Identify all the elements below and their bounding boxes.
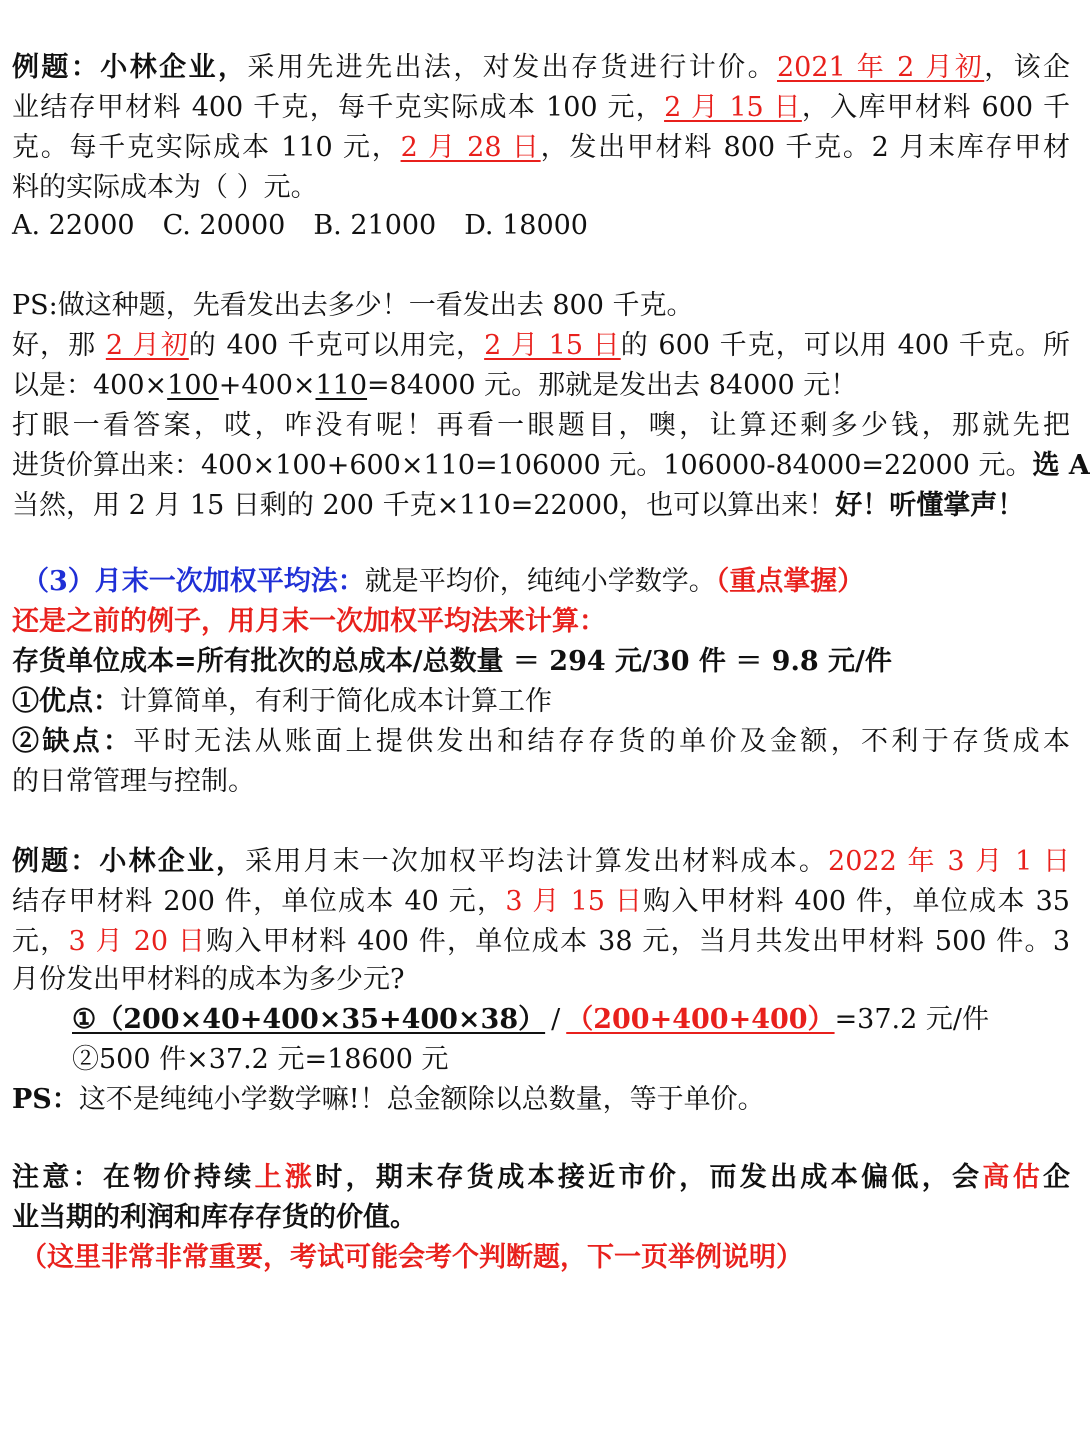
example1-line-4: 料的实际成本为（ ）元。 — [12, 172, 318, 203]
ps-text: 进货价算出来：400×100+600×110=106000 元。106000-84000=22000 元。 — [12, 450, 1033, 481]
ps-text: 当然，用 2 月 15 日剩的 200 千克×110=22000，也可以算出来！ — [12, 490, 836, 521]
ps1-line-1: PS:做这种题，先看发出去多少！一看发出去 800 千克。 — [12, 290, 694, 321]
example1-line-3 — [12, 128, 1070, 168]
ps-text: 以是：400× — [12, 370, 168, 401]
example2-ps — [12, 1080, 1070, 1120]
method-heading — [22, 562, 1070, 602]
example1-line-2 — [12, 88, 1070, 128]
ps1-line-2 — [12, 326, 1070, 366]
advantage-text: 计算简单，有利于简化成本计算工作 — [120, 686, 552, 717]
example-text: ，该企 — [984, 52, 1071, 83]
calc-slash: / — [551, 1004, 561, 1035]
option-c: C. 20000 — [162, 210, 286, 241]
example-text: 购入甲材料 400 件，单位成本 38 元，当月共发出甲材料 500 件。3 — [206, 926, 1070, 957]
ps1-line-4: 打眼一看答案，哎，咋没有呢！再看一眼题目，噢，让算还剩多少钱，那就先把 — [12, 410, 1070, 441]
note-line-2: 业当期的利润和库存存货的价值。 — [12, 1202, 417, 1233]
date-highlight: 2022 年 3 月 1 日 — [828, 846, 1071, 877]
answer-choice: 选 A — [1032, 450, 1090, 481]
note-line-1 — [12, 1158, 1070, 1198]
underlined-number: 110 — [315, 370, 368, 401]
example-text: 结存甲材料 200 件，单位成本 40 元， — [12, 886, 506, 917]
ps-text: 这不是纯纯小学数学嘛!！总金额除以总数量，等于单价。 — [78, 1084, 765, 1115]
calc-step-1 — [72, 1000, 1070, 1040]
disadvantage-label: ②缺点： — [12, 726, 134, 757]
option-b: B. 21000 — [313, 210, 437, 241]
note-line-3: （这里非常非常重要，考试可能会考个判断题，下一页举例说明） — [20, 1242, 803, 1273]
disadvantage-line-1 — [12, 722, 1070, 762]
example-label: 例题：小林企业， — [12, 52, 248, 83]
method-title: （3）月末一次加权平均法： — [22, 566, 365, 597]
example-text: ，发出甲材料 800 千克。2 月末库存甲材 — [540, 132, 1070, 163]
example-label: 例题：小林企业， — [12, 846, 246, 877]
example-text: 采用月末一次加权平均法计算发出材料成本。 — [245, 846, 829, 877]
note-highlight: 高估 — [982, 1162, 1044, 1193]
calc-result: =37.2 元/件 — [834, 1004, 989, 1035]
method-desc: 就是平均价，纯纯小学数学。 — [364, 566, 716, 597]
ps-bold: 好！听懂掌声！ — [835, 490, 1025, 521]
example2-line-3 — [12, 922, 1070, 962]
example2-line-1 — [12, 842, 1070, 882]
example1-line-1 — [12, 48, 1070, 88]
ps1-line-3 — [12, 366, 1070, 406]
calc-denominator: （200+400+400） — [566, 1004, 835, 1035]
example2-line-4: 月份发出甲材料的成本为多少元? — [12, 964, 405, 995]
ps-text: 的 400 千克可以用完， — [188, 330, 485, 361]
calc-numerator: ①（200×40+400×35+400×38） — [72, 1004, 546, 1035]
disadvantage-text: 平时无法从账面上提供发出和结存存货的单价及金额，不利于存货成本 — [133, 726, 1071, 757]
date-highlight: 3 月 20 日 — [68, 926, 207, 957]
option-d: D. 18000 — [464, 210, 588, 241]
example-text: ，入库甲材料 600 千 — [801, 92, 1070, 123]
note-text: 企 — [1043, 1162, 1071, 1193]
date-highlight: 2021 年 2 月初 — [777, 52, 985, 83]
date-highlight: 2 月 15 日 — [664, 92, 802, 123]
underlined-number: 100 — [167, 370, 219, 401]
note-text: 时，期末存货成本接近市价，而发出成本偏低，会 — [315, 1162, 983, 1193]
date-highlight: 2 月初 — [105, 330, 189, 361]
ps1-line-5 — [12, 446, 1090, 486]
date-highlight: 3 月 15 日 — [505, 886, 644, 917]
unit-cost-formula: 存货单位成本=所有批次的总成本/总数量 ＝ 294 元/30 件 ＝ 9.8 元/件 — [12, 646, 892, 677]
date-highlight: 2 月 15 日 — [484, 330, 621, 361]
example-text: 购入甲材料 400 件，单位成本 35 — [643, 886, 1070, 917]
ps-text: 的 600 千克，可以用 400 千克。所 — [620, 330, 1070, 361]
example-text: 采用先进先出法，对发出存货进行计价。 — [247, 52, 777, 83]
calc-step-2: ②500 件×37.2 元=18600 元 — [72, 1044, 449, 1075]
advantage-line — [12, 682, 1070, 722]
key-point-badge: （重点掌握） — [715, 566, 865, 597]
example1-options — [12, 206, 1070, 246]
option-a: A. 22000 — [12, 210, 135, 241]
ps-text: =84000 元。那就是发出去 84000 元！ — [367, 370, 858, 401]
date-highlight: 2 月 28 日 — [400, 132, 541, 163]
ps-label: PS： — [12, 1084, 79, 1115]
example-text: 元， — [12, 926, 69, 957]
example2-line-2 — [12, 882, 1070, 922]
method-subtitle: 还是之前的例子，用月末一次加权平均法来计算： — [12, 606, 606, 637]
note-highlight: 上涨 — [254, 1162, 316, 1193]
advantage-label: ①优点： — [12, 686, 120, 717]
example-text: 克。每千克实际成本 110 元， — [12, 132, 401, 163]
ps-text: 好，那 — [12, 330, 106, 361]
note-text: 注意：在物价持续 — [12, 1162, 255, 1193]
example-text: 业结存甲材料 400 千克，每千克实际成本 100 元， — [12, 92, 665, 123]
disadvantage-line-2: 的日常管理与控制。 — [12, 766, 255, 797]
ps-text: +400× — [218, 370, 316, 401]
ps1-line-6 — [12, 486, 1070, 526]
